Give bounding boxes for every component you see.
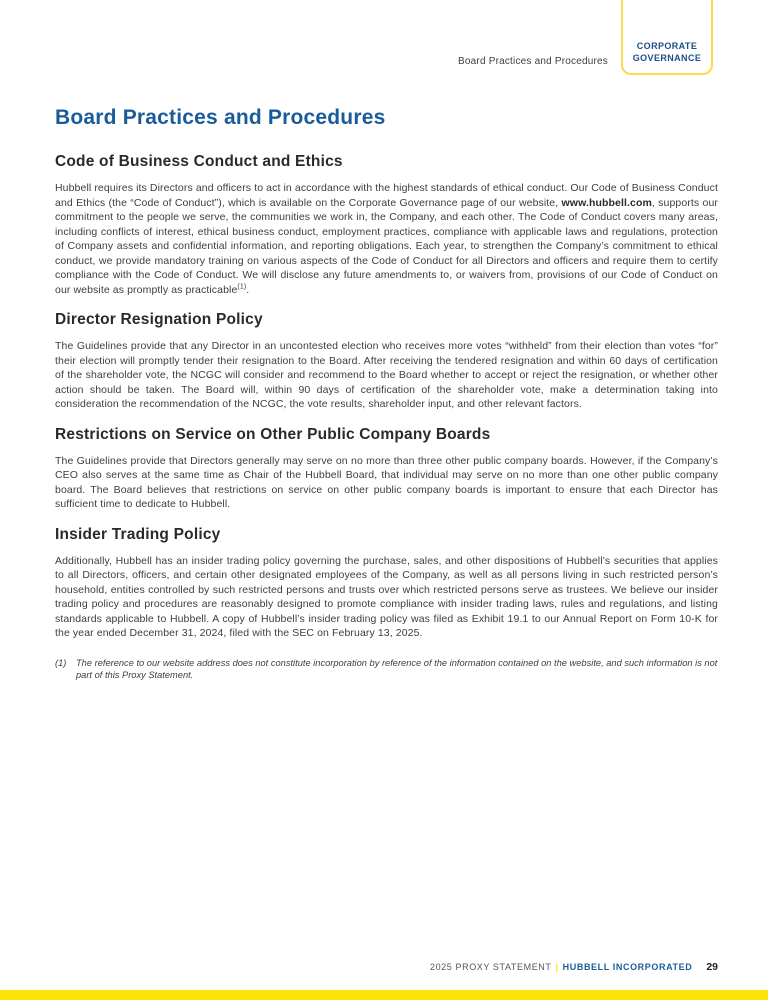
footnote-reference: (1) bbox=[237, 283, 247, 290]
bottom-accent-bar bbox=[0, 990, 768, 1000]
tab-label-line1: CORPORATE bbox=[636, 41, 698, 51]
running-header-title: Board Practices and Procedures bbox=[458, 56, 608, 67]
footer-separator: | bbox=[555, 962, 559, 972]
paragraph-text: Hubbell requires its Directors and officers to act in accordance with the highest standards of ethical conduct. Our Code of Business Conduct and Ethics (the “Code of Conduct”), which is available on the Corporate Governance page of our website, bbox=[55, 182, 718, 209]
paragraph-director-resignation: The Guidelines provide that any Director in an uncontested election who receives more votes “withheld” from their election than votes “for” their election will promptly tender their resignation to the Board. After receiving the tendered resignation and within 60 days of certification of the shareholder vote, the NCGC will consider and recommend to the Board whether to accept or reject the resignation, or whether other action should be taken. The Board will, within 90 days of certification of the shareholder vote, make a determination taking into consideration the recommendation of the NCGC, the vote results, shareholder input, and other relevant factors. bbox=[55, 340, 718, 410]
footer-company-label: HUBBELL INCORPORATED bbox=[562, 962, 693, 972]
section-director-resignation bbox=[55, 311, 718, 412]
paragraph-text: . bbox=[246, 283, 250, 296]
section-code-of-conduct bbox=[55, 153, 718, 297]
corporate-governance-tab bbox=[621, 0, 713, 75]
paragraph-board-restrictions: The Guidelines provide that Directors generally may serve on no more than three other public company boards. However, if the Company’s CEO also serves at the same time as Chair of the Hubbell Board, that individual may serve on no more than one other public company board. The Board believes that restrictions on service on other public company boards is important to ensure that each Director has sufficient time to dedicate to Hubbell. bbox=[55, 454, 718, 510]
footnote-marker: (1) bbox=[55, 657, 67, 668]
tab-label-line2: GOVERNANCE bbox=[632, 52, 702, 63]
main-content bbox=[55, 106, 718, 682]
footer-proxy-label: 2025 PROXY STATEMENT bbox=[429, 962, 552, 972]
page-title: Board Practices and Procedures bbox=[55, 106, 386, 129]
footnote-text: The reference to our website address does not constitute incorporation by reference of the information contained on the website, and such information is not part of this Proxy Statement. bbox=[76, 657, 718, 680]
footer-page-number: 29 bbox=[706, 961, 718, 973]
paragraph-code-of-conduct bbox=[55, 181, 718, 297]
section-heading-board-restrictions: Restrictions on Service on Other Public Company Boards bbox=[55, 425, 491, 443]
section-heading-director-resignation: Director Resignation Policy bbox=[55, 311, 263, 328]
footnote bbox=[55, 655, 718, 682]
section-board-restrictions bbox=[55, 426, 718, 512]
paragraph-text: , supports our commitment to the people we serve, the communities we work in, the Company, and each other. The Code of Conduct covers many areas, including conflicts of interest, ethical business conduct, employment practices, compliance with applicable laws and regulations, protection of Company assets and confidential information, and reporting obligations. Each year, to strengthen the Company’s commitment to ethical conduct, we provide mandatory training on various aspects of the Code of Conduct for all Directors and officers and require them to certify compliance with the Code of Conduct. We will disclose any future amendments to, or waivers from, provisions of our Code of Conduct on our website as promptly as practicable bbox=[55, 196, 718, 296]
hubbell-website-link[interactable]: www.hubbell.com bbox=[561, 196, 652, 209]
section-heading-code-of-conduct: Code of Business Conduct and Ethics bbox=[55, 153, 343, 170]
section-heading-insider-trading: Insider Trading Policy bbox=[55, 525, 221, 543]
section-insider-trading bbox=[55, 526, 718, 641]
page-footer bbox=[430, 961, 718, 973]
paragraph-insider-trading: Additionally, Hubbell has an insider trading policy governing the purchase, sales, and other dispositions of Hubbell’s securities that applies to all Directors, officers, and certain other designated employees of the Company, as well as all persons living in such restricted person’s household, entities controlled by such restricted persons and trusts over which restricted persons serve as trustees. We believe our insider trading policy and procedures are reasonably designed to promote compliance with insider trading laws, rules and regulations, and listing standards applicable to Hubbell. A copy of Hubbell’s insider trading policy was filed as Exhibit 19.1 to our Annual Report on Form 10-K for the year ended December 31, 2024, filed with the SEC on February 13, 2025. bbox=[55, 554, 718, 639]
